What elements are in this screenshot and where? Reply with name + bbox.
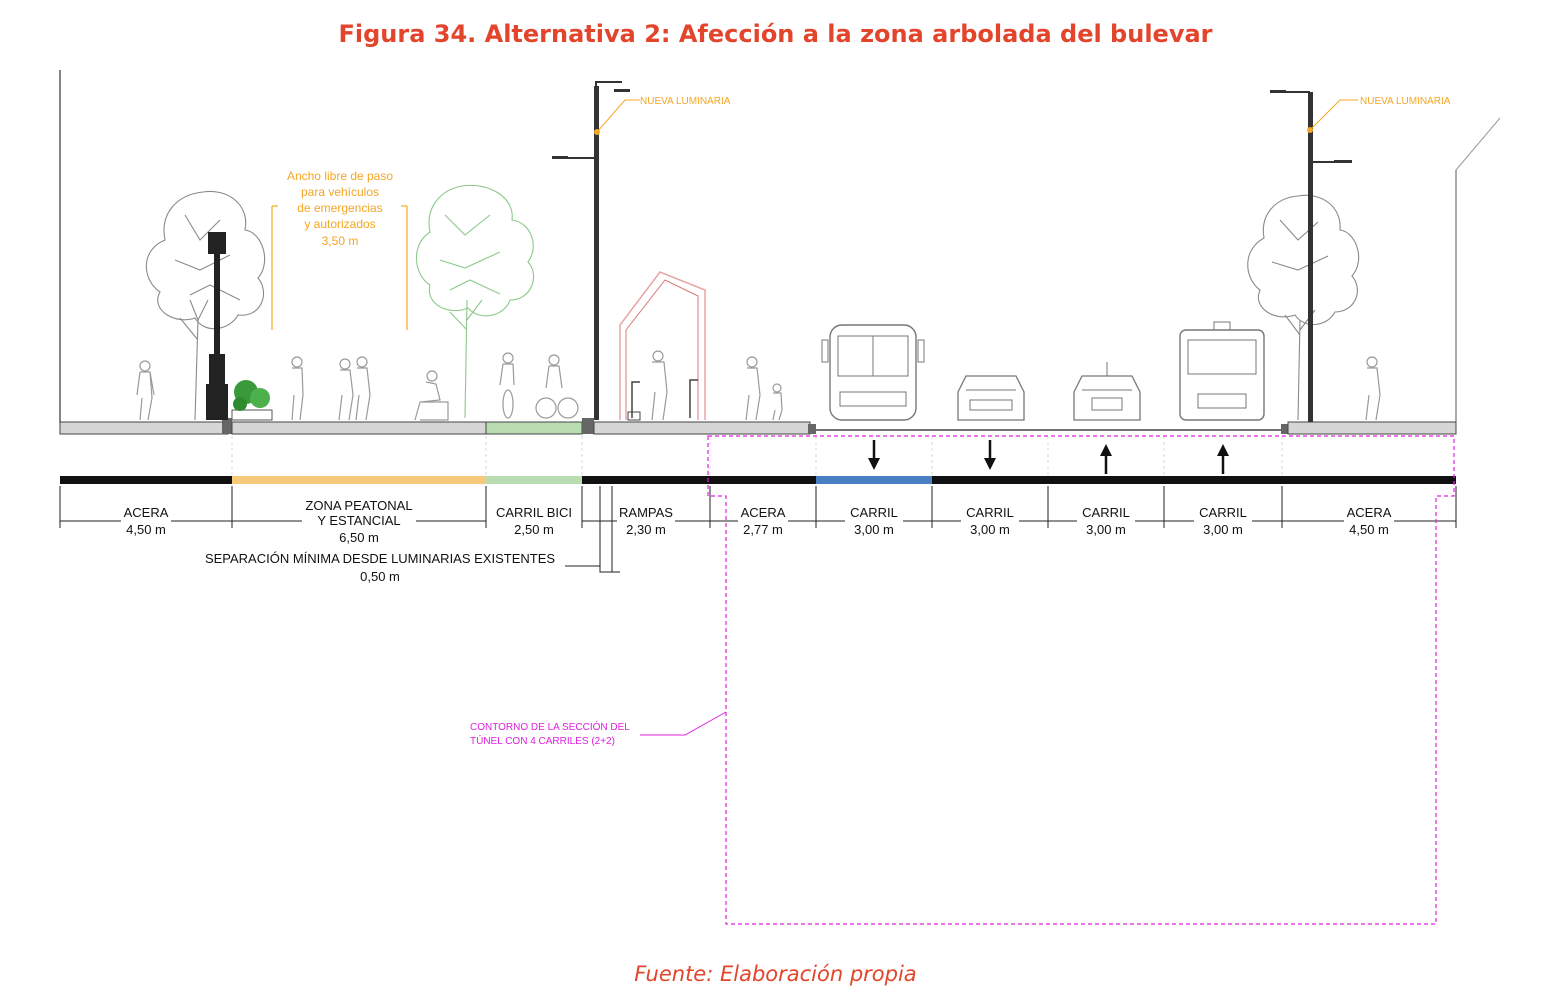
tunnel-outline — [470, 436, 1454, 924]
segment-value-6: 3,00 m — [854, 522, 894, 537]
segment-name-3: CARRIL BICI — [495, 505, 573, 520]
ground-slabs — [60, 418, 1456, 476]
slab-ramps-sidewalk — [594, 422, 810, 434]
segment-value-1: 4,50 m — [126, 522, 166, 537]
new-light-label-left: NUEVA LUMINARIA — [640, 96, 731, 107]
segment-value-4: 2,30 m — [626, 522, 666, 537]
segment-value-9: 3,00 m — [1203, 522, 1243, 537]
band-segment-1 — [60, 476, 232, 484]
segment-value-3: 2,50 m — [514, 522, 554, 537]
slab-left-sidewalk — [60, 422, 228, 434]
lane-arrow-down-6 — [868, 440, 880, 470]
segment-labels — [124, 498, 1392, 545]
free-width-line-2: para vehículos — [300, 185, 380, 199]
band-segment-8 — [1048, 476, 1164, 484]
car-down-lane-icon — [958, 376, 1024, 420]
segment-name-8: CARRIL — [1082, 505, 1130, 520]
planter-icon — [232, 380, 272, 420]
band-segment-5 — [710, 476, 816, 484]
new-light-pole-left — [552, 82, 630, 420]
segment-value-10: 4,50 m — [1349, 522, 1389, 537]
segment-value-5: 2,77 m — [743, 522, 783, 537]
band-segment-4 — [582, 476, 710, 484]
segment-value-2: 6,50 m — [339, 530, 379, 545]
free-width-annotation — [272, 169, 407, 330]
segment-name2-2: Y ESTANCIAL — [317, 513, 401, 528]
lane-direction-arrows — [868, 440, 1229, 474]
new-light-label-right: NUEVA LUMINARIA — [1360, 96, 1451, 107]
lane-arrow-up-9 — [1217, 444, 1229, 474]
segment-name-4: RAMPAS — [619, 505, 673, 520]
slab-bike-lane — [486, 422, 582, 434]
ramp-canopy-icon — [620, 272, 705, 420]
segment-name-10: ACERA — [1346, 505, 1392, 520]
new-light-pole-right — [1270, 90, 1352, 422]
band-segment-3 — [486, 476, 582, 484]
right-building-diagonal — [1456, 118, 1500, 170]
lane-arrow-down-7 — [984, 440, 996, 470]
free-width-line-1: Ancho libre de paso — [286, 169, 394, 183]
band-segment-6 — [816, 476, 932, 484]
free-width-line-4: y autorizados — [304, 217, 376, 231]
leader-line-light-right — [1310, 100, 1358, 130]
band-segment-10 — [1282, 476, 1456, 484]
free-width-line-3: de emergencias — [297, 201, 383, 215]
tunnel-label-line-2: TÚNEL CON 4 CARRILES (2+2) — [470, 736, 615, 747]
figure-title: Figura 34. Alternativa 2: Afección a la zona arbolada del bulevar — [338, 20, 1213, 48]
free-width-line-5: 3,50 m — [321, 234, 359, 248]
slab-right-sidewalk — [1288, 422, 1456, 434]
band-segment-7 — [932, 476, 1048, 484]
segment-name-5: ACERA — [740, 505, 786, 520]
separation-label: SEPARACIÓN MÍNIMA DESDE LUMINARIAS EXISTENTES — [204, 551, 556, 566]
figure-source: Fuente: Elaboración propia — [634, 962, 917, 986]
separation-value: 0,50 m — [360, 569, 400, 584]
segment-name-9: CARRIL — [1199, 505, 1247, 520]
bus-rear-up-lane-icon — [1180, 322, 1264, 420]
segment-color-band — [60, 476, 1456, 484]
leader-line-light-left — [597, 100, 640, 132]
segment-name-6: CARRIL — [850, 505, 898, 520]
curb-road-left — [808, 424, 816, 434]
segment-value-8: 3,00 m — [1086, 522, 1126, 537]
lane-arrow-up-8 — [1100, 444, 1112, 474]
bus-front-down-lane-icon — [822, 325, 924, 420]
band-segment-9 — [1164, 476, 1282, 484]
tunnel-label-line-1: CONTORNO DE LA SECCIÓN DEL — [470, 722, 630, 733]
slab-pedestrian-zone — [232, 422, 486, 434]
curb-left — [222, 418, 232, 434]
curb-mid — [582, 418, 594, 434]
cyclist-figures — [500, 353, 578, 418]
band-segment-2 — [232, 476, 486, 484]
segment-name-7: CARRIL — [966, 505, 1014, 520]
segment-value-7: 3,00 m — [970, 522, 1010, 537]
segment-name-1: ACERA — [123, 505, 169, 520]
segment-name-2: ZONA PEATONAL — [305, 498, 413, 513]
car-rear-up-lane-icon — [1074, 362, 1140, 420]
